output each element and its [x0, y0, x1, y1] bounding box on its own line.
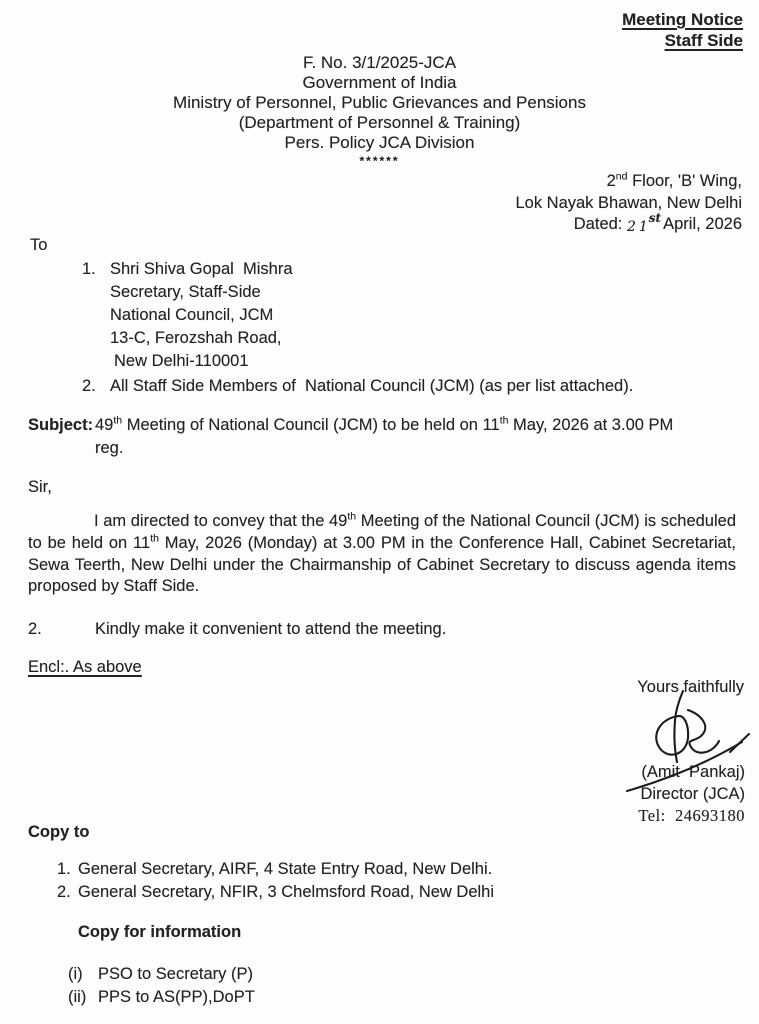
file-number: F. No. 3/1/2025-JCA	[302, 53, 457, 72]
copy-info-list	[68, 963, 568, 1008]
staff-side-tag: Staff Side	[664, 31, 743, 50]
copy-to-item-2: 2. General Secretary, NFIR, 3 Chelmsford Road, New Delhi	[57, 882, 495, 901]
salutation: Sir,	[28, 478, 52, 496]
subject-line-2: reg.	[95, 439, 124, 457]
handwritten-day: 21	[626, 219, 651, 235]
signatory-block	[638, 762, 745, 827]
government-line: Government of India	[302, 73, 457, 92]
division-line: Pers. Policy JCA Division	[284, 133, 475, 152]
copy-to-heading: Copy to	[28, 823, 90, 841]
copy-info-heading: Copy for information	[78, 923, 242, 941]
recipient-1-city: New Delhi-110001	[114, 352, 249, 370]
signatory-designation: Director (JCA)	[640, 784, 745, 803]
floor-line: 2nd Floor, 'B' Wing,	[606, 170, 742, 190]
enclosure-line: Encl:. As above	[28, 658, 142, 676]
asterisk-separator: ******	[359, 154, 400, 168]
subject-label: Subject:	[28, 416, 94, 434]
letterhead	[0, 53, 759, 171]
to-label: To	[30, 236, 48, 254]
handwritten-day-suffix: st	[648, 211, 662, 225]
building-line: Lok Nayak Bhawan, New Delhi	[515, 193, 742, 212]
recipient-1-title: Secretary, Staff-Side	[110, 283, 261, 301]
copy-info-item-2: (ii) PPS to AS(PP),DoPT	[68, 987, 255, 1006]
subject-line-1: 49th Meeting of National Council (JCM) to be held on 11th May, 2026 at 3.00 PM	[95, 414, 674, 434]
copy-info-item-1: (i) PSO to Secretary (P)	[68, 965, 253, 983]
copy-to-item-1: 1. General Secretary, AIRF, 4 State Entry Road, New Delhi.	[57, 860, 493, 878]
paragraph-2	[28, 620, 728, 639]
ministry-line: Ministry of Personnel, Public Grievances and Pensions	[173, 93, 586, 112]
signatory-telephone: Tel: 24693180	[638, 806, 745, 825]
valediction: Yours faithfully	[637, 678, 744, 696]
corner-tags	[622, 9, 743, 51]
recipient-2-text: All Staff Side Members of National Council (JCM) (as per list attached).	[110, 377, 634, 395]
department-line: (Department of Personnel & Training)	[238, 113, 521, 132]
body-paragraph: I am directed to convey that the 49th Meeting of the National Council (JCM) is scheduled to be held on 11th May, 2026 (Monday) at 3.00 PM in the Conference Hall, Cabinet Secretariat, Sewa Teerth, New Delhi under the Chairmanship of Cabinet Secretary to discuss agenda items proposed by Staff Side.	[28, 510, 736, 596]
subject-block	[28, 414, 740, 460]
meeting-notice-tag: Meeting Notice	[622, 10, 743, 29]
recipient-1-number: 1.	[82, 260, 96, 278]
paragraph-2-text: Kindly make it convenient to attend the meeting.	[95, 620, 447, 638]
recipient-1-org: National Council, JCM	[110, 306, 274, 324]
recipient-2	[82, 377, 742, 396]
origin-block	[515, 171, 742, 237]
copy-to-list	[57, 858, 717, 903]
date-line: Dated: 21st April, 2026	[515, 214, 742, 237]
paragraph-2-number: 2.	[28, 620, 42, 638]
recipient-1-name: Shri Shiva Gopal Mishra	[110, 260, 293, 278]
recipient-1-street: 13-C, Ferozshah Road,	[110, 329, 282, 347]
signatory-name: (Amit Pankaj)	[641, 763, 745, 781]
recipient-1	[82, 258, 293, 373]
recipient-2-number: 2.	[82, 377, 96, 395]
